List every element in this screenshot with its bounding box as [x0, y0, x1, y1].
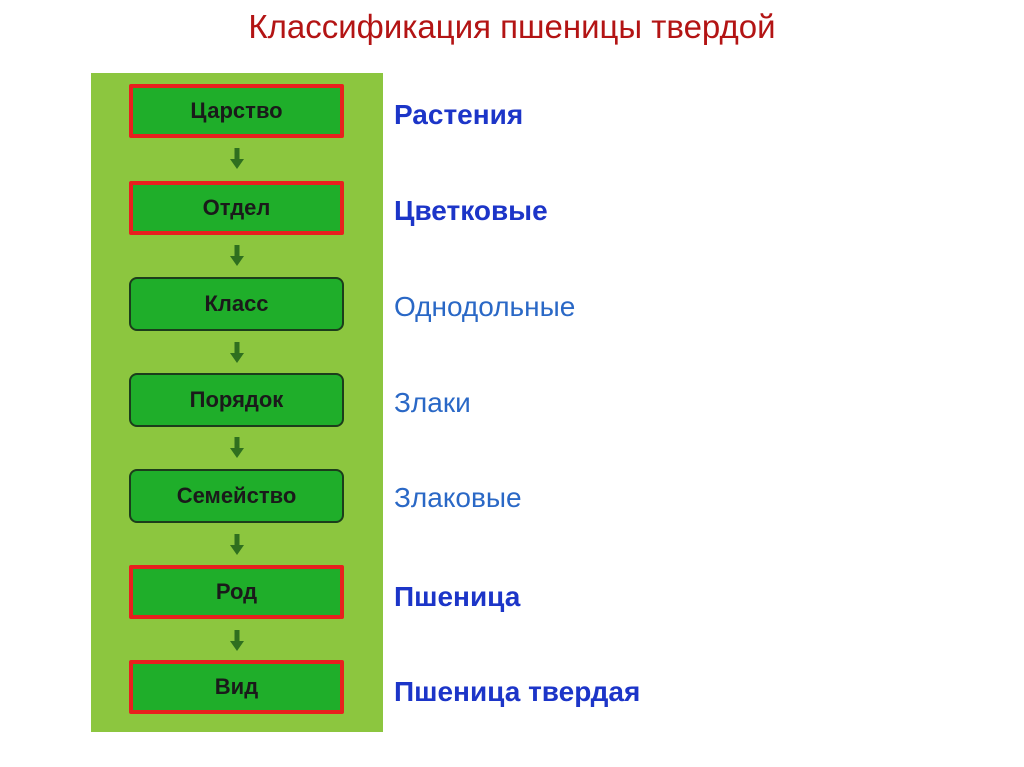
- rank-box-kingdom: [129, 84, 344, 138]
- value-division: Цветковые: [394, 195, 548, 226]
- down-arrow-icon: [230, 534, 244, 556]
- rank-box-class: [129, 277, 344, 331]
- rank-label-division: Отдел: [202, 195, 271, 220]
- rank-box-family: [129, 469, 344, 523]
- rank-label-kingdom: Царство: [190, 98, 283, 123]
- rank-box-genus: [129, 565, 344, 619]
- rank-box-species: [129, 660, 344, 714]
- rank-label-class: Класс: [204, 291, 269, 316]
- value-species: Пшеница твердая: [394, 676, 641, 707]
- rank-label-species: Вид: [214, 674, 259, 699]
- down-arrow-icon: [230, 245, 244, 267]
- down-arrow-icon: [230, 342, 244, 364]
- rank-box-division: [129, 181, 344, 235]
- value-genus: Пшеница: [394, 581, 521, 612]
- down-arrow-icon: [230, 437, 244, 459]
- rank-label-genus: Род: [215, 579, 258, 604]
- value-order: Злаки: [394, 387, 471, 418]
- down-arrow-icon: [230, 630, 244, 652]
- slide-title: Классификация пшеницы твердой: [248, 8, 776, 45]
- value-class: Однодольные: [394, 291, 576, 322]
- down-arrow-icon: [230, 148, 244, 170]
- value-kingdom: Растения: [394, 99, 524, 130]
- rank-label-family: Семейство: [176, 483, 297, 508]
- rank-label-order: Порядок: [189, 387, 284, 412]
- rank-box-order: [129, 373, 344, 427]
- value-family: Злаковые: [394, 482, 522, 513]
